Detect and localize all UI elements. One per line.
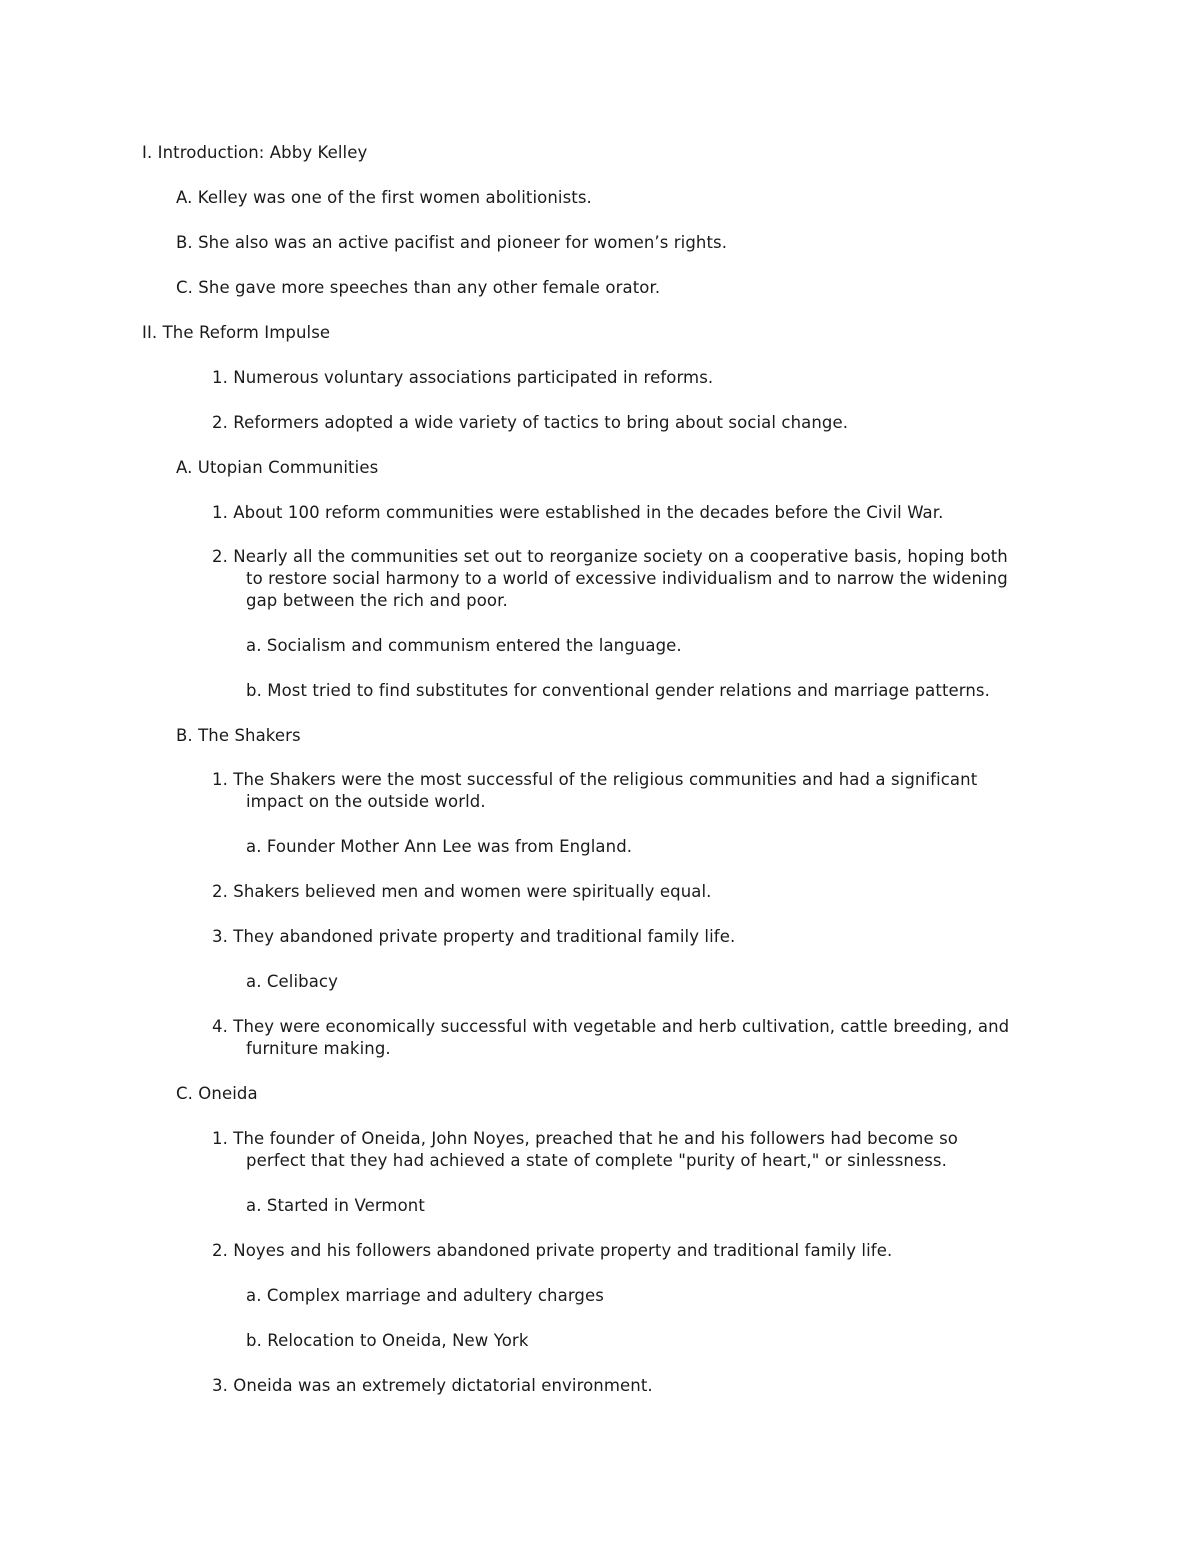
- outline-subitem: b. Relocation to Oneida, New York: [246, 1331, 529, 1350]
- outline-subitem: a. Complex marriage and adultery charges: [246, 1286, 604, 1305]
- outline-subitem: a. Founder Mother Ann Lee was from England.: [246, 837, 633, 856]
- outline-item: A. Kelley was one of the first women abolitionists.: [176, 188, 592, 207]
- outline-item: 3. Oneida was an extremely dictatorial environment.: [212, 1376, 653, 1395]
- outline-line: 1. The Shakers were the most successful of the religious communities and had a significant: [212, 770, 978, 789]
- outline-line: perfect that they had achieved a state of complete "purity of heart," or sinlessness.: [246, 1151, 947, 1170]
- outline-item: C. She gave more speeches than any other female orator.: [176, 278, 661, 297]
- outline-item-multiline: [212, 1128, 958, 1172]
- outline-item: 1. About 100 reform communities were established in the decades before the Civil War.: [212, 503, 944, 522]
- outline-item: B. She also was an active pacifist and pioneer for women’s rights.: [176, 233, 728, 252]
- outline-subitem: a. Started in Vermont: [246, 1196, 425, 1215]
- outline-item: 2. Reformers adopted a wide variety of tactics to bring about social change.: [212, 413, 849, 432]
- outline-item-multiline: [212, 769, 977, 813]
- outline-heading-1: I. Introduction: Abby Kelley: [142, 143, 368, 162]
- outline-item: 3. They abandoned private property and traditional family life.: [212, 927, 736, 946]
- outline-line: 4. They were economically successful with vegetable and herb cultivation, cattle breeding, and: [212, 1017, 1010, 1036]
- outline-line: gap between the rich and poor.: [246, 591, 508, 610]
- outline-subheading-utopian: A. Utopian Communities: [176, 458, 379, 477]
- outline-line: to restore social harmony to a world of excessive individualism and to narrow the widening: [246, 569, 1008, 588]
- outline-line: 1. The founder of Oneida, John Noyes, preached that he and his followers had become so: [212, 1129, 958, 1148]
- outline-item-multiline: [212, 546, 1008, 612]
- outline-subheading-shakers: B. The Shakers: [176, 726, 301, 745]
- outline-item: 2. Shakers believed men and women were spiritually equal.: [212, 882, 712, 901]
- outline-subitem: b. Most tried to find substitutes for conventional gender relations and marriage patterns.: [246, 681, 990, 700]
- outline-line: impact on the outside world.: [246, 792, 486, 811]
- outline-heading-2: II. The Reform Impulse: [142, 323, 331, 342]
- outline-item: 2. Noyes and his followers abandoned private property and traditional family life.: [212, 1241, 893, 1260]
- outline-line: 2. Nearly all the communities set out to reorganize society on a cooperative basis, hoping both: [212, 547, 1008, 566]
- outline-item: 1. Numerous voluntary associations participated in reforms.: [212, 368, 714, 387]
- outline-item-multiline: [212, 1016, 1009, 1060]
- outline-subheading-oneida: C. Oneida: [176, 1084, 258, 1103]
- outline-subitem: a. Socialism and communism entered the language.: [246, 636, 682, 655]
- outline-line: furniture making.: [246, 1039, 391, 1058]
- outline-subitem: a. Celibacy: [246, 972, 338, 991]
